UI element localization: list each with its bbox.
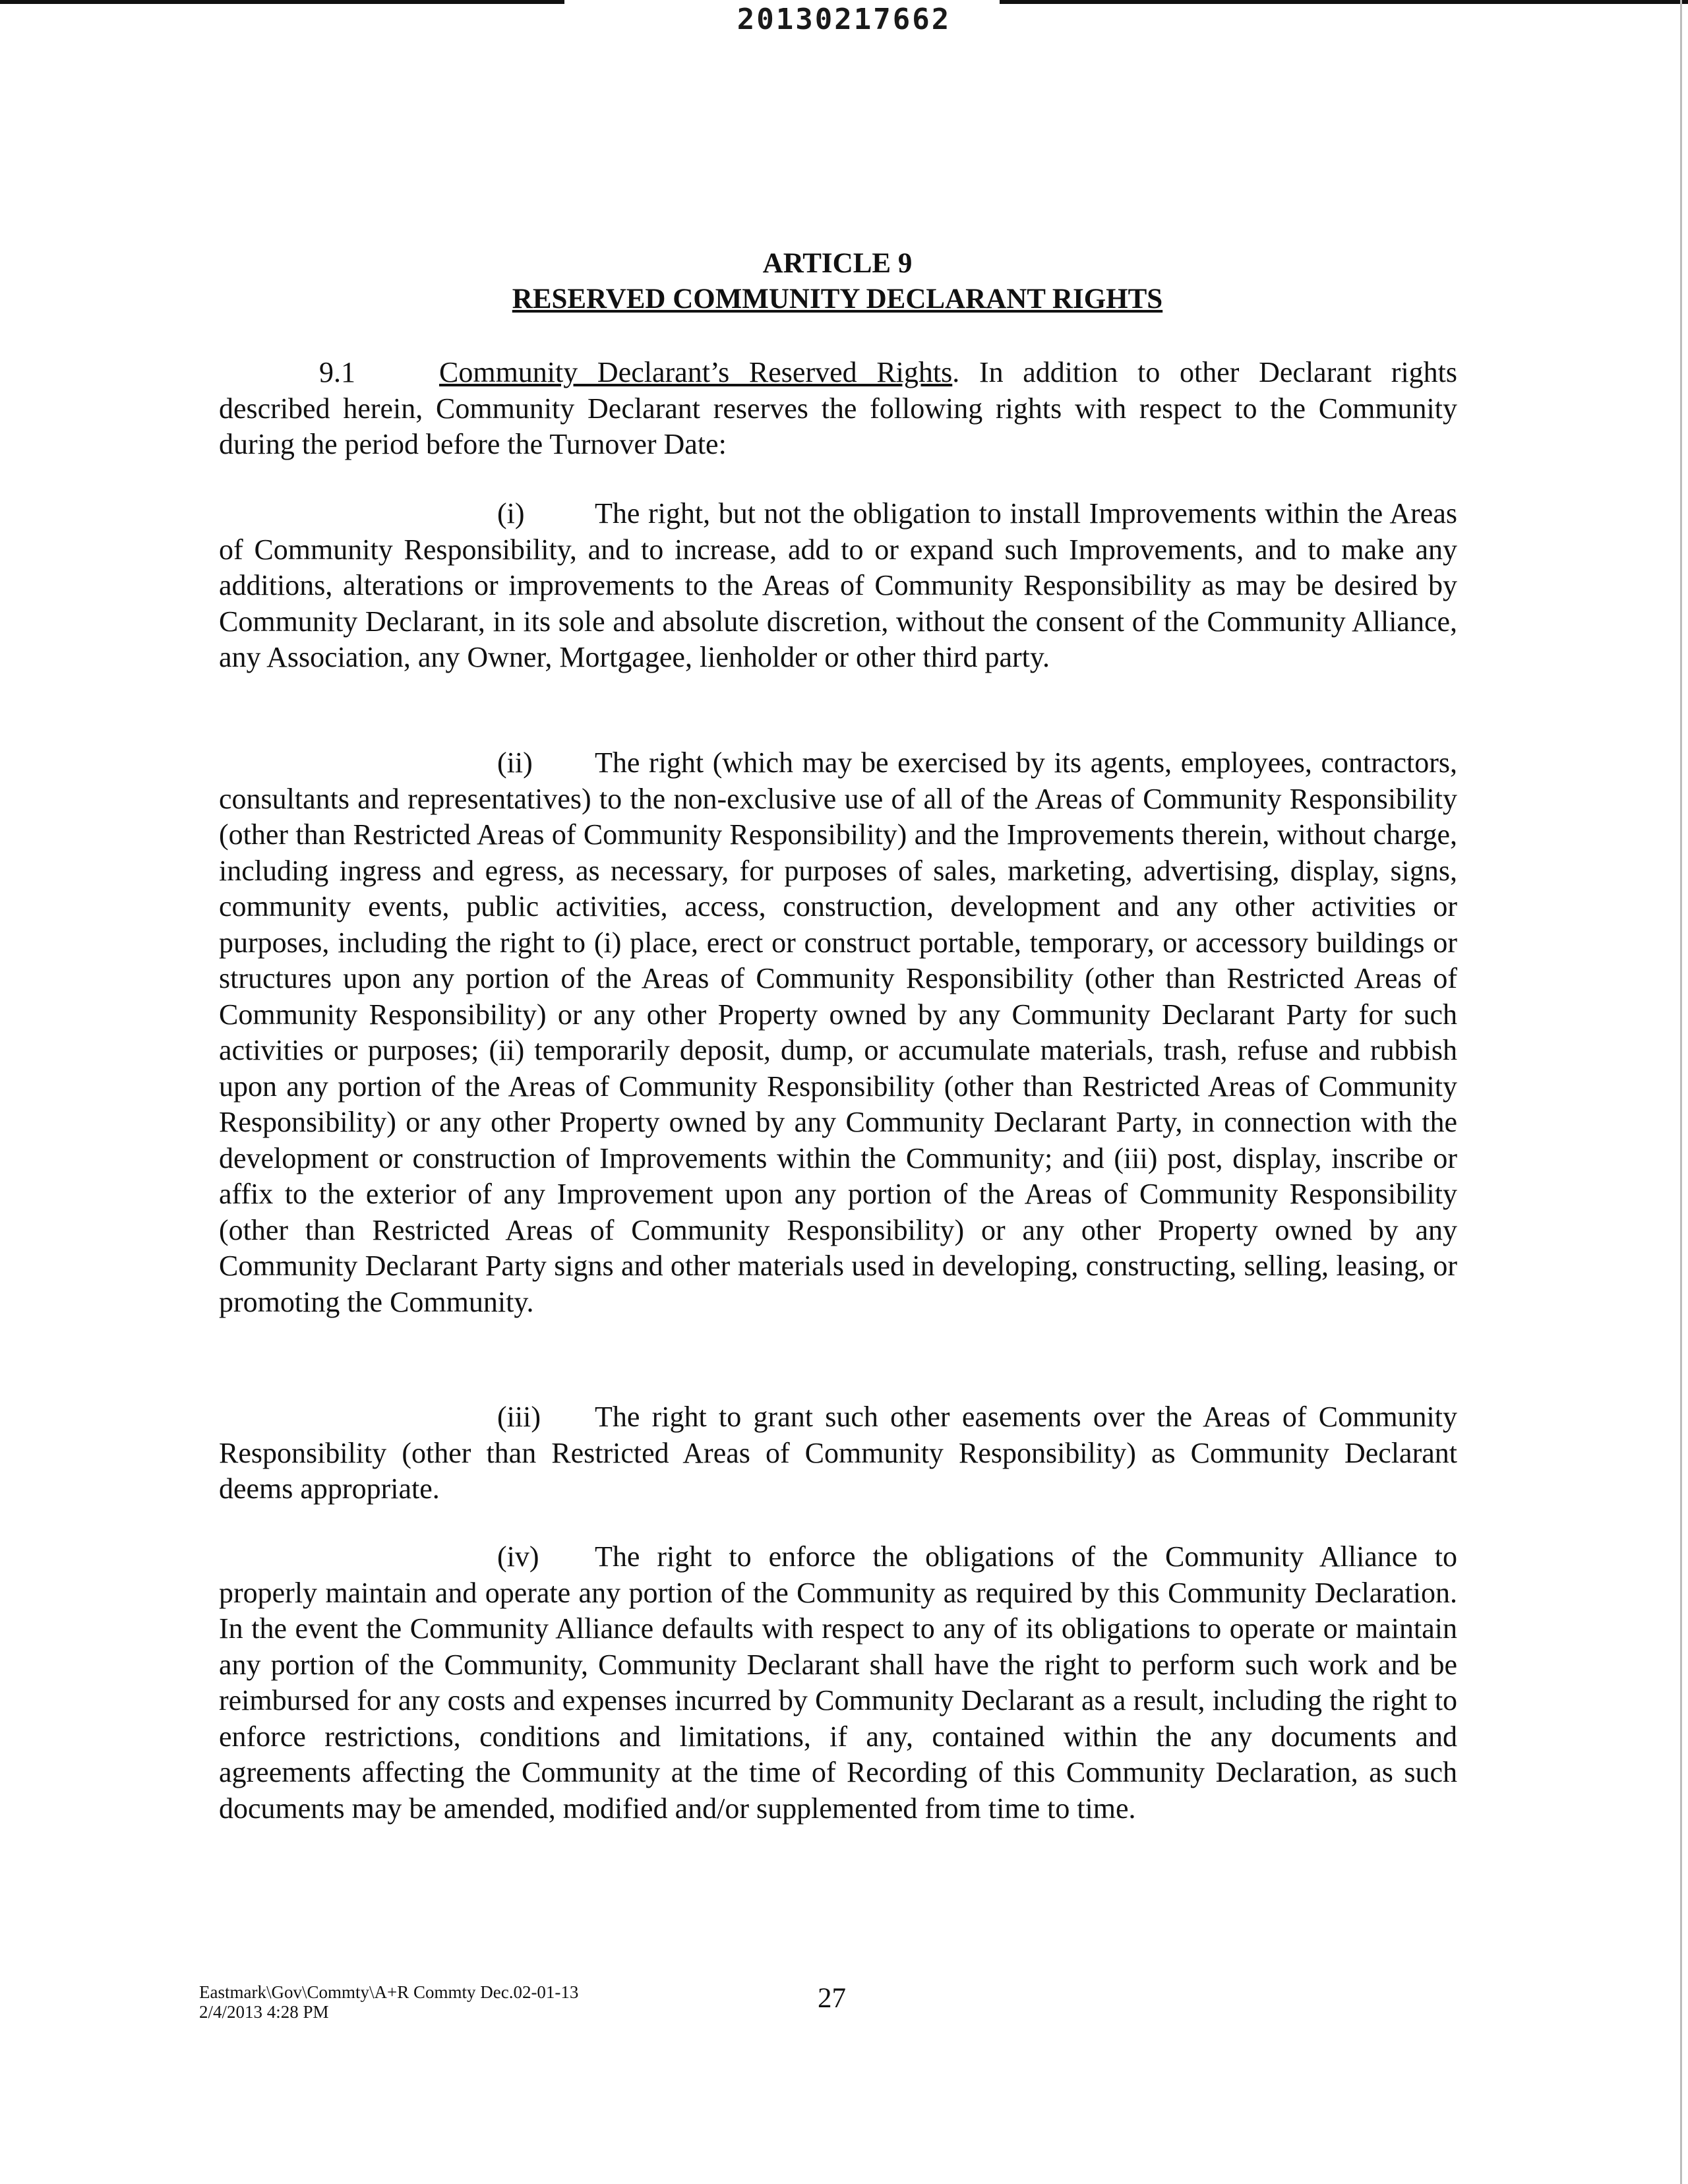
article-subtitle: RESERVED COMMUNITY DECLARANT RIGHTS xyxy=(512,284,1163,315)
subsection-text: The right, but not the obligation to install Improvements within the Areas of Community Responsibility, and to increase, add to or expand such Improvements, and to make any additions, alterations or improvements to the Areas of Community Responsibility as may be desired by Community Declarant, in its sole and absolute discretion, without the consent of the Community Alliance, any Association, any Owner, Mortgagee, lienholder or other third party. xyxy=(219,497,1457,673)
footer-file-info xyxy=(199,1982,578,2022)
subsection-label: (iv) xyxy=(497,1540,539,1573)
footer-file-path: Eastmark\Gov\Commty\A+R Commty Dec.02-01-13 xyxy=(199,1982,579,2002)
subsection-ii-paragraph xyxy=(219,745,1457,1320)
subsection-label: (i) xyxy=(497,497,525,530)
subsection-text: The right to grant such other easements over the Areas of Community Responsibility (other than Restricted Areas of Community Responsibility) as Community Declarant deems appropriate. xyxy=(219,1401,1457,1505)
subsection-label: (iii) xyxy=(497,1401,541,1433)
subsection-text: The right to enforce the obligations of the Community Alliance to properly maintain and operate any portion of the Community as required by this Community Declaration. In the event the Community Alliance defaults with respect to any of its obligations to operate or maintain any portion of the Community, Community Declarant shall have the right to perform such work and be reimbursed for any costs and expenses incurred by Community Declarant as a result, including the right to enforce restrictions, conditions and limitations, if any, contained within the any documents and agreements affecting the Community at the time of Recording of this Community Declaration, as such documents may be amended, modified and/or supplemented from time to time. xyxy=(219,1540,1457,1825)
subsection-text: The right (which may be exercised by its agents, employees, contractors, consultants and representatives) to the non-exclusive use of all of the Areas of Community Responsibility (other than Restricted Areas of Community Responsibility) and the Improvements therein, without charge, including ingress and egress, as necessary, for purposes of sales, marketing, advertising, display, signs, community events, public activities, access, construction, development and any other activities or purposes, including the right to (i) place, erect or construct portable, temporary, or accessory buildings or structures upon any portion of the Areas of Community Responsibility (other than Restricted Areas of Community Responsibility) or any other Property owned by any Community Declarant Party for such activities or purposes; (ii) temporarily deposit, dump, or accumulate materials, trash, refuse and rubbish upon any portion of the Areas of Community Responsibility (other than Restricted Areas of Community Responsibility) or any other Property owned by any Community Declarant Party, in connection with the development or construction of Improvements within the Community; and (iii) post, display, inscribe or affix to the exterior of any Improvement upon any portion of the Areas of Community Responsibility (other than Restricted Areas of Community Responsibility) or any other Property owned by any Community Declarant Party signs and other materials used in developing, constructing, selling, leasing, or promoting the Community. xyxy=(219,746,1457,1318)
footer-timestamp: 2/4/2013 4:28 PM xyxy=(199,2002,329,2022)
subsection-label: (ii) xyxy=(497,746,533,779)
document-number: 20130217662 xyxy=(737,3,951,36)
scan-edge-line xyxy=(1680,0,1682,2184)
section-9-1-paragraph: 9.1 Community Declarant’s Reserved Rights. In addition to other Declarant rights described herein, Community Declarant reserves the following rights with respect to the Community during the period before the Turnover Date: xyxy=(219,356,1458,460)
subsection-iv-paragraph xyxy=(219,1539,1457,1827)
subsection-iii-paragraph xyxy=(219,1399,1457,1507)
section-number: 9.1 xyxy=(319,356,355,388)
section-text: In addition to other Declarant rights described herein, Community Declarant reserves the following rights with respect to the Community during the period before the Turnover Date: xyxy=(219,356,1458,460)
section-heading: Community Declarant’s Reserved Rights xyxy=(439,356,953,388)
article-title: ARTICLE 9 xyxy=(762,248,913,279)
subsection-i-paragraph xyxy=(219,496,1457,676)
page-number: 27 xyxy=(818,1983,846,2014)
